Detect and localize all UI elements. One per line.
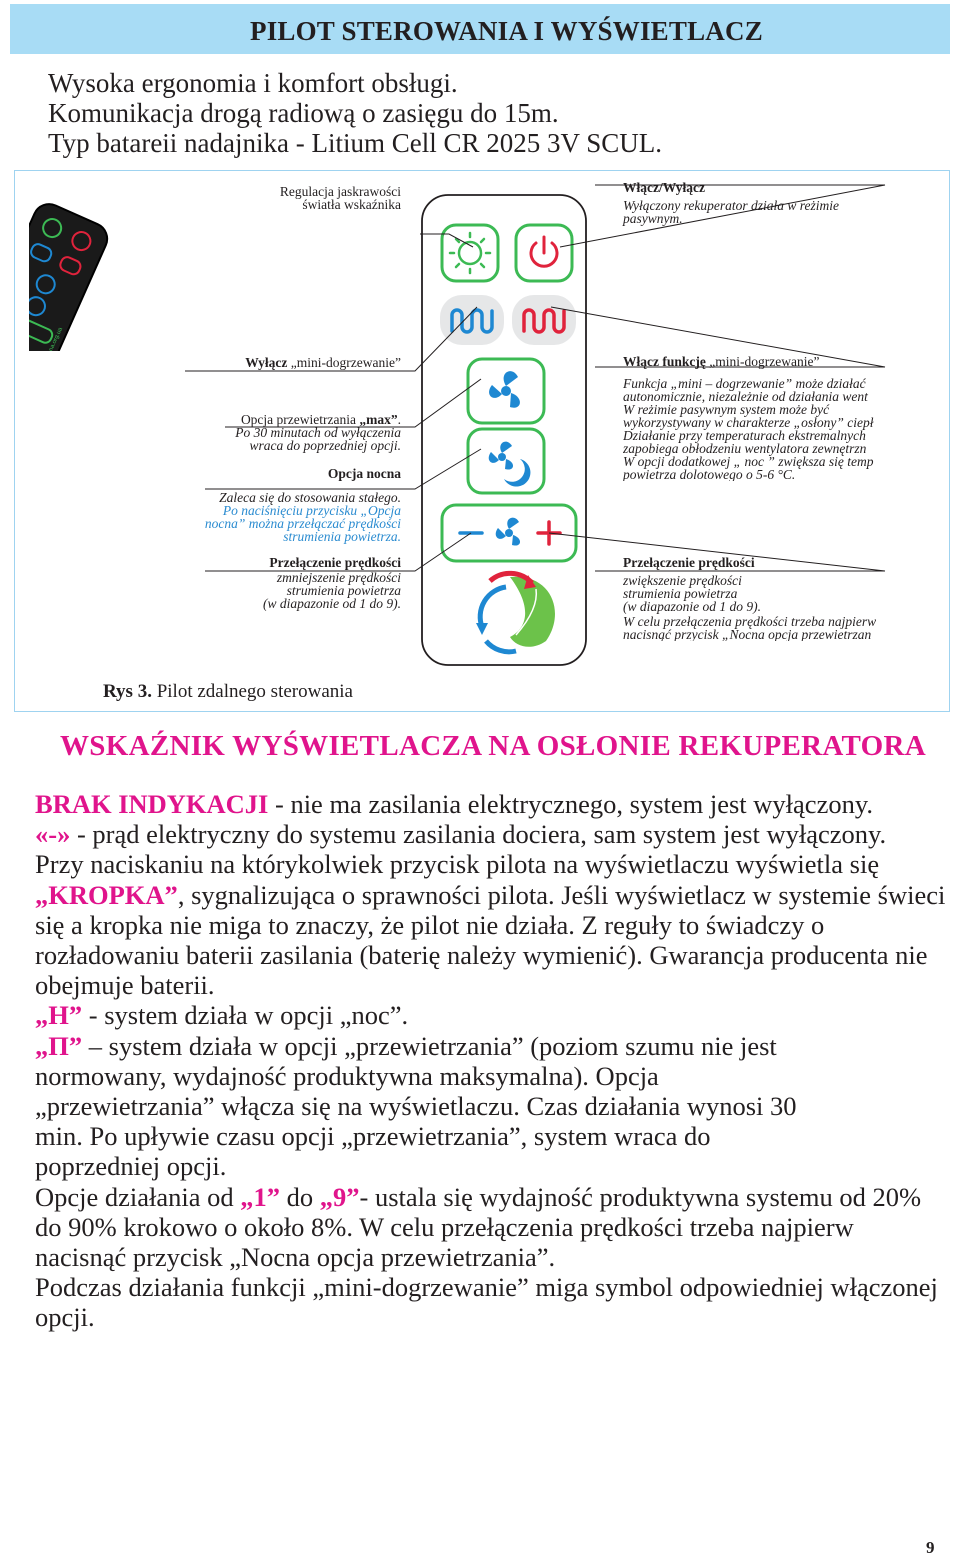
page-number: 9 (926, 1538, 935, 1557)
figure-caption: Rys 3. Pilot zdalnego sterowania (103, 681, 353, 702)
label-ventilation: Opcja przewietrzania „max”. Po 30 minutach od wyłączenia wraca do poprzedniej opcji. (235, 412, 401, 453)
paragraph: „H” - system działa w opcji „noc”. (35, 1000, 409, 1031)
label-night-desc: Zaleca się do stosowania stałego. Po naciśnięciu przycisku „Opcja nocna” można przełączać prędkości strumienia powietrza. (204, 490, 401, 544)
label-mini-heating-desc: Funkcja „mini – dogrzewanie” może działać autonomicznie, niezależnie od działania went W reżimie pasywnym system może być wykorzystywany w charakterze „osłony” ciepł Działanie przy temperaturach ekstremalnych zapobiega obłodzeniu wentylatora zewnętrzn W opcji dodatkowej „ noc ” zwiększa się temp powietrza dolotowego o 5-6 °C. (623, 377, 874, 481)
paragraph: BRAK INDYKACJI - nie ma zasilania elektrycznego, system jest wyłączony. (35, 789, 873, 819)
page-title: PILOT STEROWANIA I WYŚWIETLACZ (250, 16, 763, 46)
label-speed-down: Przełączenie prędkości zmniejszenie prędkości strumienia powietrza (w diapazonie od 1 do 9). (263, 555, 401, 611)
label-power: Włącz/Wyłącz Wyłączony rekuperator działa w reżimie pasywnym. (623, 180, 839, 226)
intro-text (48, 68, 928, 158)
paragraph: Przy naciskaniu na którykolwiek przycisk pilota na wyświetlaczu wyświetla się „KROPKA”, sygnalizująca o sprawności pilota. Jeśli wyświetlacz w systemie świeci się a kropka nie miga to znaczy, że pilot nie działa. Z reguły to świadczy o rozładowaniu baterii zasilania (baterię należy wymienić). Gwarancja producenta nie obejmuje baterii. (35, 849, 946, 1001)
paragraph: „П” – system działa w opcji „przewietrzania” (poziom szumu nie jest normowany, wydajność produktywna maksymalna). Opcja „przewietrzania” włącza się na wyświetlaczu. Czas działania wynosi 30 min. Po upływie czasu opcji „przewietrzania”, system wraca do poprzedniej opcji. (35, 1030, 797, 1182)
paragraph: Opcje działania od „1” do „9”- ustala się wydajność produktywna systemu od 20% do 90% krokowo o około 8%. W celu przełączenia prędkości trzeba najpierw nacisnąć przycisk „Nocna opcja przewietrzania”. (35, 1181, 922, 1273)
label-mini-heating-off: Wyłącz „mini-dogrzewanie” (245, 355, 401, 370)
paragraph: Podczas działania funkcji „mini-dogrzewanie” miga symbol odpowiedniej włączonej opcji. (35, 1272, 938, 1333)
paragraph: «-» - prąd elektryczny do systemu zasilania dociera, sam system jest wyłączony. (35, 819, 887, 850)
intro-line: Komunikacja drogą radiową o zasięgu do 15m. (48, 98, 559, 128)
section-title: WSKAŹNIK WYŚWIETLACZA NA OSŁONIE REKUPERATORA (60, 730, 926, 762)
intro-line: Wysoka ergonomia i komfort obsługi. (48, 68, 458, 98)
label-night: Opcja nocna (327, 466, 401, 481)
label-speed-up: Przełączenie prędkości zwiększenie prędkości strumienia powietrza (w diapazonie od 1 do 9). W celu przełączenia prędkości trzeba najpierw nacisnąć przycisk „Nocna opcja przewietrzan (623, 556, 877, 641)
label-brightness: Regulacja jaskrawości światła wskaźnika (279, 184, 401, 212)
body-text (35, 789, 950, 1333)
intro-line: Typ batareii nadajnika - Litium Cell CR 2025 3V SCUL. (48, 128, 663, 158)
label-mini-heating-on: Włącz funkcję „mini-dogrzewanie” (623, 354, 820, 369)
remote-figure (14, 170, 950, 712)
